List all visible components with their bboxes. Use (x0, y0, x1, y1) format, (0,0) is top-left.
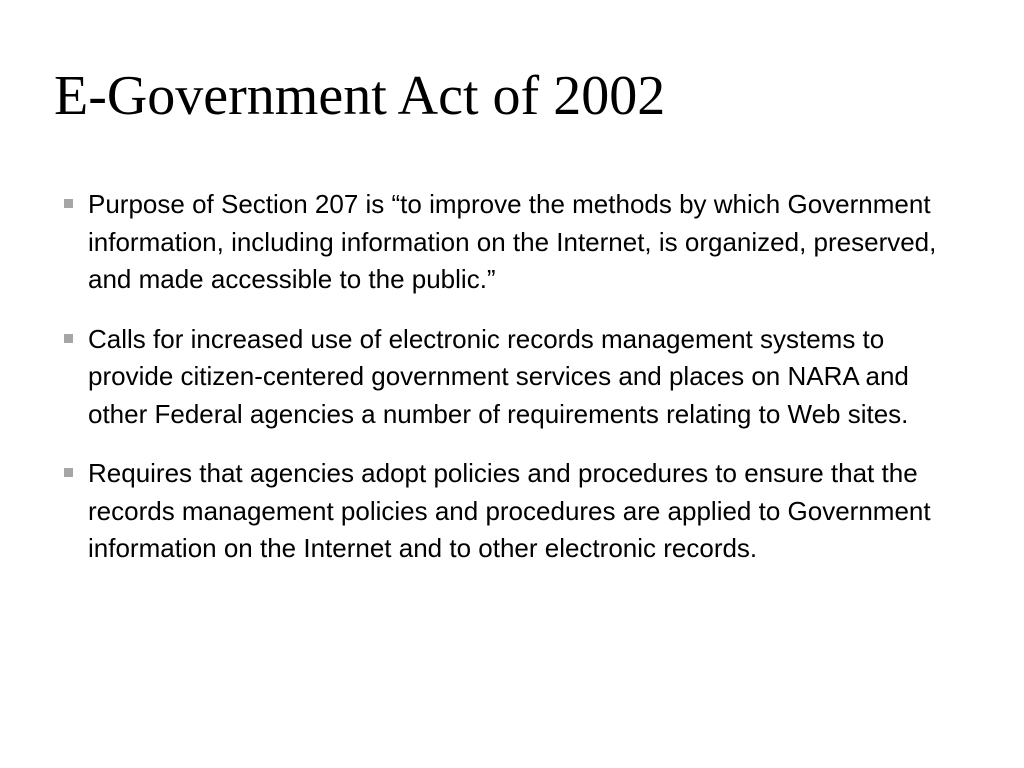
bullet-text: Requires that agencies adopt policies and procedures to ensure that the records management policies and procedures are applied to Government information on the Internet and to other electronic records. (88, 458, 931, 563)
bullet-list (60, 186, 960, 590)
bullet-text: Calls for increased use of electronic records management systems to provide citizen-centered government services and places on NARA and other Federal agencies a number of requirements relating to Web sites. (88, 323, 909, 429)
square-bullet-icon (64, 199, 73, 208)
bullet-item-electronic-records (60, 321, 960, 434)
bullet-item-agency-policies (60, 455, 960, 568)
bullet-item-section-207 (60, 186, 960, 299)
square-bullet-icon (64, 334, 73, 343)
bullet-text: Purpose of Section 207 is “to improve the methods by which Government information, including information on the Internet, is organized, preserved, and made accessible to the public.” (88, 189, 937, 294)
square-bullet-icon (64, 468, 73, 477)
slide-title: E-Government Act of 2002 (54, 65, 666, 127)
